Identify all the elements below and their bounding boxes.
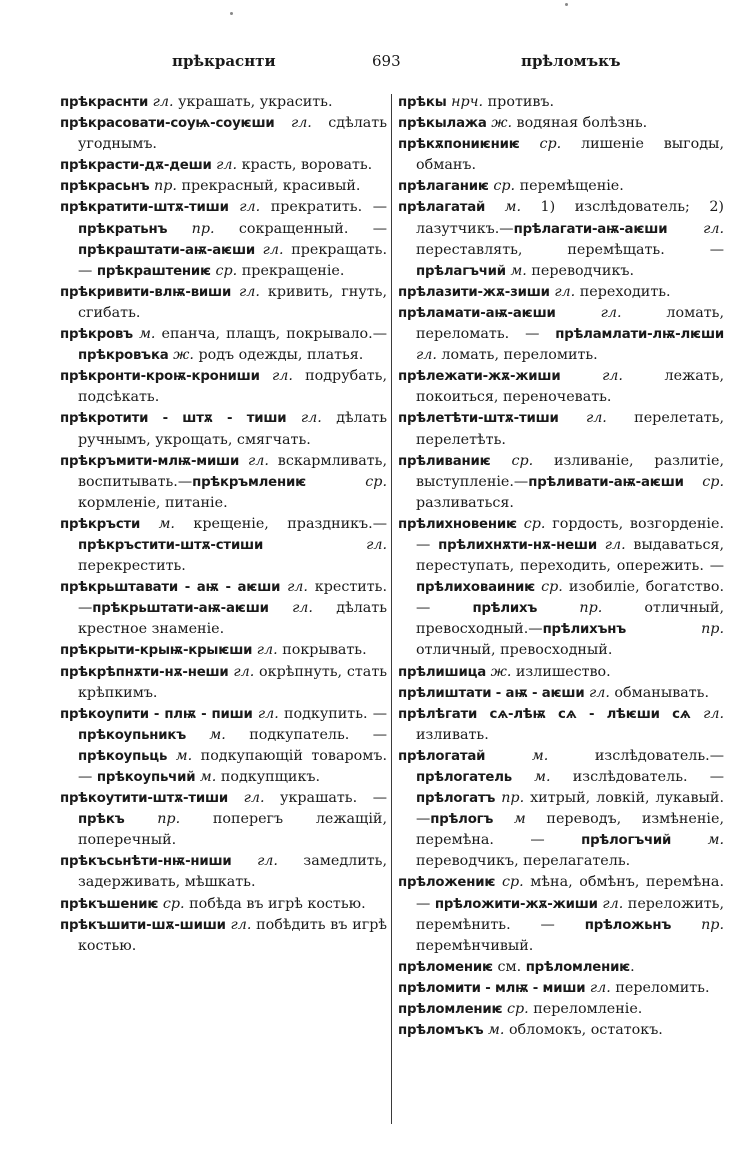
dictionary-entry: прѣложениѥ ср. мѣна, обмѣнъ, перемѣна. — прѣложити-жѫ-жиши гл. переложить, перемѣнить. — прѣложьнъ пр. перемѣнчивый.	[398, 874, 725, 954]
grammar-label: м.	[199, 769, 217, 785]
grammar-label: ср.	[162, 895, 185, 912]
grammar-label: гл.	[366, 536, 387, 553]
headword: прѣкрасовати-соуѩ-соуѥши	[60, 116, 275, 132]
grammar-label: гл.	[703, 220, 724, 237]
headword: прѣлихъ	[472, 601, 538, 617]
headword: прѣкрасьнъ	[60, 179, 150, 195]
grammar-label: гл.	[703, 705, 724, 722]
grammar-label: м.	[510, 262, 527, 279]
headword: прѣложити-жѫ-жиши	[434, 896, 598, 912]
dictionary-entry: прѣламати-аѭ-аѥши гл. ломать, переломать. — прѣламлати-лѭ-лѥши гл. ломать, переломить.	[398, 304, 724, 364]
headword: прѣкратьнъ	[78, 221, 168, 237]
headword: прѣкраштениѥ	[96, 263, 211, 279]
dictionary-entry: прѣкротити - штѫ - тиши гл. дѣлать ручнымъ, укрощать, смягчать.	[60, 410, 387, 448]
headword: прѣложьнъ	[584, 917, 672, 933]
headword: прѣкылажа	[398, 116, 487, 132]
dictionary-entry: прѣкоупити - плѭ - пиши гл. подкупить. — прѣкоупьникъ м. подкупатель. — прѣкоупьць м. подкупающій товаромъ. — прѣкоупьчий м. подкупщикъ.	[60, 705, 388, 785]
headword: прѣлогатель	[416, 770, 512, 785]
grammar-label: ср.	[215, 262, 238, 279]
headword: прѣливаниѥ	[398, 453, 491, 469]
grammar-label: гл.	[585, 410, 607, 427]
headword: прѣкрѣпнѫти-нѫ-неши	[60, 664, 229, 680]
left-column	[60, 92, 387, 957]
headword: прѣкоупьчий	[96, 770, 196, 785]
grammar-label: гл.	[152, 94, 174, 110]
grammar-label: гл.	[589, 979, 611, 996]
headword: прѣкратити-штѫ-тиши	[60, 200, 229, 216]
dictionary-entry: прѣкрасьнъ пр. прекрасный, красивый.	[60, 178, 361, 195]
headword: прѣлѣгати сѧ-лѣѭ сѧ - лѣѥши сѧ	[398, 706, 691, 722]
headword: прѣкоутити-штѫ-тиши	[60, 791, 229, 807]
dictionary-entry: прѣлогатай м. изслѣдователь.—прѣлогатель м. изслѣдователь. — прѣлогатъ пр. хитрый, ловкій, лукавый. —прѣлогъ м переводъ, измѣненіе, перемѣна. — прѣлогъчий м. переводчикъ, перелагатель.	[398, 747, 725, 870]
headword: прѣкъшениѥ	[60, 896, 159, 912]
grammar-label: гл.	[602, 895, 624, 912]
dictionary-entry: прѣломлениѥ ср. переломленіе.	[398, 1001, 643, 1018]
dictionary-entry: прѣкѫпониѥниѥ ср. лишеніе выгоды, обманъ.	[398, 136, 724, 174]
headword: прѣкы	[398, 95, 447, 110]
dictionary-entry: прѣкъсьнѣти-нѭ-ниши гл. замедлить, задерживать, мѣшкать.	[60, 853, 387, 891]
headword: прѣкръстити-штѫ-стиши	[78, 537, 264, 553]
grammar-label: ср.	[702, 473, 724, 490]
grammar-label: гл.	[271, 368, 293, 385]
headword: прѣлогъчий	[581, 833, 672, 849]
headword: прѣкръмлениѥ	[192, 474, 307, 490]
dictionary-entry: прѣлаганиѥ ср. перемѣщеніе.	[398, 178, 624, 195]
grammar-label: м.	[158, 515, 175, 532]
headword: прѣлагатай	[398, 200, 486, 216]
headword: прѣлиштати - аѭ - аѥши	[398, 685, 585, 701]
grammar-label: ср.	[511, 452, 534, 469]
headword: прѣкраснти	[60, 95, 149, 110]
dictionary-entry: прѣкрасовати-соуѩ-соуѥши гл. сдѣлать угоднымъ.	[60, 115, 387, 153]
grammar-label: гл.	[230, 916, 252, 933]
headword: прѣломити - млѭ - миши	[398, 980, 586, 996]
headword: прѣливати-аѭ-аѥши	[528, 474, 684, 490]
grammar-label: гл.	[233, 663, 255, 680]
grammar-label: гл.	[554, 283, 576, 300]
headword: прѣкрыти-крыѭ-крыѥши	[60, 643, 253, 659]
headword: прѣкрасти-дѫ-деши	[60, 158, 212, 174]
dictionary-entry: прѣкрьштавати - аѭ - аѥши гл. крестить.—прѣкрьштати-аѭ-аѥши гл. дѣлать крестное знаменіе.	[60, 579, 388, 638]
grammar-label: гл.	[292, 600, 313, 617]
column-divider	[391, 94, 392, 1124]
headword: прѣкъшити-шѫ-шиши	[60, 917, 226, 933]
dictionary-entry: прѣливаниѥ ср. изливаніе, разлитіе, выступленіе.—прѣливати-аѭ-аѥши ср. разливаться.	[398, 452, 724, 511]
speck-2	[565, 3, 568, 6]
headword: прѣлагъчий	[416, 263, 506, 279]
page-number: 693	[372, 52, 401, 70]
grammar-label: ж.	[490, 663, 512, 680]
dictionary-entry: прѣкръсти м. крещеніе, праздникъ.— прѣкръстити-штѫ-стиши гл. перекрестить.	[60, 515, 387, 575]
grammar-label: гл.	[290, 115, 312, 132]
grammar-label: гл.	[262, 241, 284, 258]
dictionary-entry: прѣлишица ж. излишество.	[398, 663, 611, 680]
dictionary-entry: прѣлетѣти-штѫ-тиши гл. перелетать, перелетѣть.	[398, 410, 724, 448]
grammar-label: м.	[209, 726, 226, 743]
headword: прѣкронти-кроѭ-крониши	[60, 369, 260, 385]
headword: прѣламати-аѭ-аѥши	[398, 305, 556, 321]
dictionary-entry: прѣкратити-штѫ-тиши гл. прекратить. — прѣкратьнъ пр. сокращенный. — прѣкраштати-аѭ-аѥши гл. прекращать. — прѣкраштениѥ ср. прекращеніе.	[60, 199, 388, 279]
dictionary-entry: прѣкы нрч. противъ.	[398, 94, 555, 110]
grammar-label: ср.	[493, 178, 516, 195]
grammar-label: гл.	[216, 157, 238, 174]
right-column	[398, 92, 724, 1041]
dictionary-entry: прѣкылажа ж. водяная болѣзнь.	[398, 115, 648, 132]
headword: прѣкъсьнѣти-нѭ-ниши	[60, 854, 232, 870]
headword: прѣкъ	[78, 812, 125, 828]
headword: прѣлихънъ	[542, 622, 627, 638]
grammar-label: гл.	[239, 283, 260, 300]
headword: прѣломлениѥ	[525, 959, 631, 975]
grammar-label: пр.	[579, 600, 603, 617]
dictionary-entry: прѣломити - млѭ - миши гл. переломить.	[398, 979, 710, 996]
grammar-label: м.	[707, 832, 725, 849]
dictionary-entry: прѣкраснти гл. украшать, украсить.	[60, 94, 333, 110]
headword: прѣкръсти	[60, 516, 141, 532]
grammar-label: пр.	[501, 790, 525, 807]
speck-1	[230, 12, 233, 15]
headword: прѣкрьштавати - аѭ - аѥши	[60, 580, 281, 596]
dictionary-entry: прѣлиштати - аѭ - аѥши гл. обманывать.	[398, 684, 710, 701]
dictionary-entry: прѣкронти-кроѭ-крониши гл. подрубать, подсѣкать.	[60, 368, 387, 406]
grammar-label: гл.	[287, 579, 308, 596]
grammar-label: пр.	[154, 178, 177, 195]
dictionary-entry: прѣлихновениѥ ср. гордость, возгорденіе. — прѣлихнѫти-нѫ-неши гл. выдаваться, переступать, переходить, опережить. —прѣлиховаиниѥ ср. изобиліе, богатство. — прѣлихъ пр. отличный, превосходный.—прѣлихънъ пр. отличный, превосходный.	[398, 515, 725, 659]
grammar-label: ср.	[507, 1001, 529, 1018]
grammar-label: ср.	[523, 515, 546, 532]
grammar-label: гл.	[248, 452, 269, 469]
dictionary-entry: прѣкрыти-крыѭ-крыѥши гл. покрывать.	[60, 642, 367, 659]
headword: прѣломениѥ	[398, 959, 493, 975]
grammar-label: м.	[504, 199, 522, 216]
grammar-label: ср.	[365, 473, 387, 490]
headword: прѣложениѥ	[398, 875, 496, 891]
grammar-label: гл.	[300, 410, 322, 427]
headword: прѣлогатъ	[416, 791, 496, 807]
dictionary-entry: прѣлѣгати сѧ-лѣѭ сѧ - лѣѥши сѧ гл. изливать.	[398, 705, 724, 743]
headword: прѣкротити - штѫ - тиши	[60, 411, 287, 427]
grammar-label: ж.	[491, 115, 512, 132]
grammar-label: м.	[531, 747, 549, 764]
headword: прѣкрьштати-аѭ-аѥши	[92, 601, 269, 617]
headword: прѣломъкъ	[398, 1023, 484, 1039]
dictionary-entry: прѣлагатай м. 1) изслѣдователь; 2) лазутчикъ.—прѣлагати-аѭ-аѥши гл. переставлять, перемѣщать. — прѣлагъчий м. переводчикъ.	[398, 199, 724, 279]
page-header	[0, 52, 740, 78]
headword: прѣлежати-жѫ-жиши	[398, 369, 561, 385]
dictionary-entry: прѣкрасти-дѫ-деши гл. красть, воровать.	[60, 157, 373, 174]
headword: прѣкровъка	[78, 348, 169, 364]
headword: прѣлихновениѥ	[398, 516, 517, 532]
grammar-label: ср.	[501, 874, 524, 891]
headword: прѣкоупьникъ	[78, 727, 187, 743]
dictionary-entry: прѣлежати-жѫ-жиши гл. лежать, покоиться, переночевать.	[398, 368, 724, 406]
grammar-label: ср.	[539, 136, 562, 153]
grammar-label: гл.	[257, 705, 279, 722]
dictionary-entry: прѣкъшити-шѫ-шиши гл. побѣдить въ игрѣ костью.	[60, 916, 387, 954]
headword: прѣкоупьць	[78, 748, 168, 764]
headword: прѣкръмити-млѭ-миши	[60, 453, 240, 469]
grammar-label: пр.	[191, 220, 215, 237]
grammar-label: гл.	[600, 304, 622, 321]
grammar-label: гл.	[243, 790, 265, 807]
grammar-label: гл.	[239, 199, 261, 216]
headword: прѣкраштати-аѭ-аѥши	[78, 242, 256, 258]
grammar-label: м.	[488, 1022, 505, 1039]
grammar-label: гл.	[589, 684, 610, 701]
dictionary-entry: прѣкъшениѥ ср. побѣда въ игрѣ костью.	[60, 895, 366, 912]
grammar-label: гл.	[256, 642, 278, 659]
grammar-label: пр.	[701, 916, 724, 933]
grammar-label: м.	[175, 747, 193, 764]
headword: прѣлазити-жѫ-зиши	[398, 284, 550, 300]
headword: прѣлогатай	[398, 748, 486, 764]
headword: прѣлиховаиниѥ	[416, 580, 536, 596]
dictionary-entry: прѣкровъ м. епанча, плащъ, покрывало.—прѣкровъка ж. родъ одежды, платья.	[60, 326, 387, 364]
grammar-label: нрч.	[451, 94, 484, 110]
headword: прѣлихнѫти-нѫ-неши	[438, 537, 597, 553]
grammar-label: м	[513, 811, 526, 828]
grammar-label: пр.	[157, 811, 181, 828]
headword: прѣлаганиѥ	[398, 179, 489, 195]
dictionary-entry: прѣкръмити-млѭ-миши гл. вскармливать, воспитывать.—прѣкръмлениѥ ср. кормленіе, питаніе.	[60, 452, 387, 511]
grammar-label: гл.	[602, 368, 623, 385]
headword: прѣлогъ	[430, 812, 494, 828]
headword: прѣломлениѥ	[398, 1002, 503, 1018]
grammar-label: гл.	[257, 853, 278, 870]
grammar-label: ж.	[173, 347, 194, 364]
headword: прѣлишица	[398, 664, 487, 680]
headword: прѣкривити-влѭ-виши	[60, 284, 232, 300]
grammar-label: м.	[534, 769, 551, 785]
grammar-label: м.	[139, 326, 156, 343]
dictionary-entry: прѣкрѣпнѫти-нѫ-неши гл. окрѣпнуть, стать крѣпкимъ.	[60, 663, 388, 701]
grammar-label: ср.	[541, 579, 563, 596]
headword: прѣламлати-лѭ-лѥши	[555, 327, 724, 343]
headword: прѣлетѣти-штѫ-тиши	[398, 411, 559, 427]
headword: прѣлагати-аѭ-аѥши	[513, 221, 668, 237]
dictionary-entry: прѣломениѥ см. прѣломлениѥ.	[398, 958, 635, 975]
running-head-left: прѣкраснти	[172, 52, 276, 70]
running-head-right: прѣломъкъ	[521, 52, 621, 70]
headword: прѣкровъ	[60, 327, 133, 343]
dictionary-entry: прѣкоутити-штѫ-тиши гл. украшать. —прѣкъ пр. поперегъ лежащій, поперечный.	[60, 790, 387, 849]
grammar-label: гл.	[604, 536, 626, 553]
dictionary-entry: прѣлазити-жѫ-зиши гл. переходить.	[398, 283, 671, 300]
grammar-label: гл.	[416, 347, 437, 364]
dictionary-entry: прѣкривити-влѭ-виши гл. кривить, гнуть, сгибать.	[60, 283, 387, 321]
grammar-label: пр.	[701, 621, 724, 638]
headword: прѣкоупити - плѭ - пиши	[60, 706, 253, 722]
headword: прѣкѫпониѥниѥ	[398, 137, 520, 153]
dictionary-entry: прѣломъкъ м. обломокъ, остатокъ.	[398, 1022, 663, 1039]
